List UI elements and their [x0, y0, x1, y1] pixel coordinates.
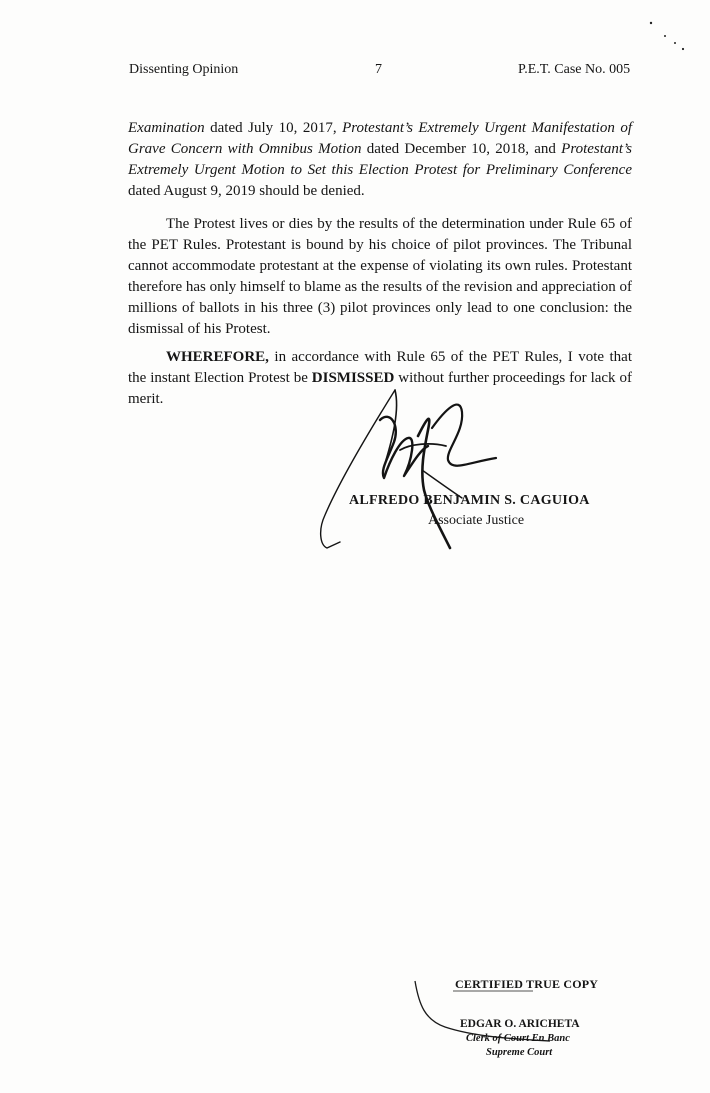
clerk-name: EDGAR O. ARICHETA — [460, 1018, 580, 1030]
header-case-type: Dissenting Opinion — [129, 62, 239, 77]
p3-wherefore: WHEREFORE, — [166, 349, 269, 365]
p1-dated-july: dated July 10, 2017, — [204, 120, 343, 136]
p2-text: The Protest lives or dies by the results of the determination under Rule 65 of the PET Rules. Protestant is bound by his choice of pilot provinces. The Tribunal cannot accommodate protestant at the expense of violating its own rules. Protestant therefore has only himself to blame as the results of the revision and appreciation of millions of ballots in his three (3) pilot provinces only lead to one conclusion: the dismissal of his Protest. — [128, 216, 633, 337]
handwritten-signature — [300, 380, 540, 580]
p1-examination: Examination — [128, 120, 205, 136]
paragraph-denied-motions — [128, 118, 632, 202]
scan-specks — [640, 15, 700, 60]
paragraph-rule-65 — [128, 214, 632, 340]
p1-motion-title: Protestant’s Extremely Urgent Motion to Set this Election Protest for Preliminary Conference — [128, 141, 632, 178]
justice-title: Associate Justice — [428, 513, 525, 528]
p1-manifestation-title: Protestant’s Extremely Urgent Manifestation of Grave Concern with Omnibus Motion — [128, 120, 633, 157]
p3-vote-text: in accordance with Rule 65 of the PET Rules, I vote that the instant Election Protest be — [128, 349, 632, 386]
clerk-title: Clerk of Court En Banc — [466, 1033, 570, 1044]
p3-dismissed: DISMISSED — [311, 370, 395, 386]
p3-lack-of-merit: without further proceedings for lack of merit. — [128, 370, 632, 407]
page-number: 7 — [375, 62, 382, 77]
justice-name: ALFREDO BENJAMIN S. CAGUIOA — [349, 493, 590, 508]
certified-true-copy-label: CERTIFIED TRUE COPY — [455, 977, 599, 991]
p1-dated-august: dated August 9, 2019 should be denied. — [128, 183, 365, 199]
court-name: Supreme Court — [486, 1047, 553, 1058]
p1-dated-december: dated December 10, 2018, and — [361, 141, 562, 157]
header-case-number: P.E.T. Case No. 005 — [518, 62, 631, 77]
